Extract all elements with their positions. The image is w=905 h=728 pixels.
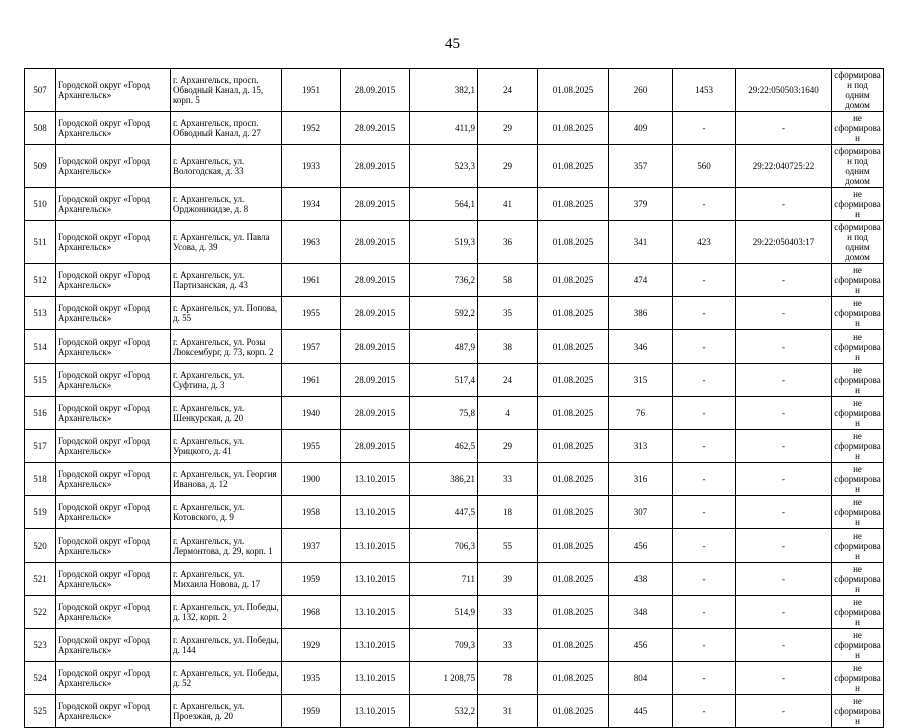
recognition-date-cell: 28.09.2015 <box>341 364 410 397</box>
land-norm-cell: 386 <box>609 297 673 330</box>
address-cell: г. Архангельск, ул. Вологодская, д. 33 <box>171 145 282 188</box>
table-row <box>25 264 884 297</box>
table-row <box>25 112 884 145</box>
year-cell: 1934 <box>282 188 341 221</box>
land-norm-cell: 341 <box>609 221 673 264</box>
housing-registry-table <box>24 68 884 728</box>
year-cell: 1958 <box>282 496 341 529</box>
land-status-cell: не сформирован <box>832 496 884 529</box>
deadline-cell: 01.08.2025 <box>538 496 609 529</box>
land-norm-cell: 260 <box>609 69 673 112</box>
cadastral-number-cell: - <box>736 563 832 596</box>
address-cell: г. Архангельск, ул. Шенкурская, д. 20 <box>171 397 282 430</box>
deadline-cell: 01.08.2025 <box>538 264 609 297</box>
municipality-cell: Городской округ «Город Архангельск» <box>56 188 171 221</box>
deadline-cell: 01.08.2025 <box>538 221 609 264</box>
land-status-cell: не сформирован <box>832 695 884 728</box>
deadline-cell: 01.08.2025 <box>538 297 609 330</box>
municipality-cell: Городской округ «Город Архангельск» <box>56 496 171 529</box>
address-cell: г. Архангельск, ул. Орджоникидзе, д. 8 <box>171 188 282 221</box>
row-number: 525 <box>25 695 56 728</box>
recognition-date-cell: 13.10.2015 <box>341 596 410 629</box>
municipality-cell: Городской округ «Город Архангельск» <box>56 430 171 463</box>
address-cell: г. Архангельск, ул. Победы, д. 144 <box>171 629 282 662</box>
row-number: 522 <box>25 596 56 629</box>
land-actual-cell: - <box>673 430 736 463</box>
area-cell: 487,9 <box>410 330 478 364</box>
recognition-date-cell: 28.09.2015 <box>341 330 410 364</box>
residents-cell: 29 <box>478 145 538 188</box>
recognition-date-cell: 13.10.2015 <box>341 662 410 695</box>
table-row <box>25 69 884 112</box>
cadastral-number-cell: - <box>736 297 832 330</box>
address-cell: г. Архангельск, ул. Котовского, д. 9 <box>171 496 282 529</box>
recognition-date-cell: 28.09.2015 <box>341 264 410 297</box>
table-row <box>25 188 884 221</box>
year-cell: 1968 <box>282 596 341 629</box>
residents-cell: 24 <box>478 364 538 397</box>
cadastral-number-cell: - <box>736 264 832 297</box>
row-number: 507 <box>25 69 56 112</box>
land-norm-cell: 804 <box>609 662 673 695</box>
address-cell: г. Архангельск, ул. Проезжая, д. 20 <box>171 695 282 728</box>
row-number: 510 <box>25 188 56 221</box>
year-cell: 1961 <box>282 364 341 397</box>
area-cell: 532,2 <box>410 695 478 728</box>
address-cell: г. Архангельск, ул. Георгия Иванова, д. 12 <box>171 463 282 496</box>
land-actual-cell: - <box>673 397 736 430</box>
residents-cell: 78 <box>478 662 538 695</box>
residents-cell: 4 <box>478 397 538 430</box>
land-status-cell: не сформирован <box>832 629 884 662</box>
residents-cell: 38 <box>478 330 538 364</box>
year-cell: 1929 <box>282 629 341 662</box>
land-norm-cell: 474 <box>609 264 673 297</box>
year-cell: 1940 <box>282 397 341 430</box>
land-actual-cell: - <box>673 529 736 563</box>
row-number: 521 <box>25 563 56 596</box>
deadline-cell: 01.08.2025 <box>538 596 609 629</box>
address-cell: г. Архангельск, ул. Партизанская, д. 43 <box>171 264 282 297</box>
land-actual-cell: - <box>673 563 736 596</box>
year-cell: 1933 <box>282 145 341 188</box>
land-norm-cell: 76 <box>609 397 673 430</box>
deadline-cell: 01.08.2025 <box>538 529 609 563</box>
cadastral-number-cell: - <box>736 112 832 145</box>
recognition-date-cell: 13.10.2015 <box>341 629 410 662</box>
year-cell: 1935 <box>282 662 341 695</box>
table-row <box>25 496 884 529</box>
land-status-cell: не сформирован <box>832 563 884 596</box>
address-cell: г. Архангельск, ул. Урицкого, д. 41 <box>171 430 282 463</box>
address-cell: г. Архангельск, ул. Суфтина, д. 3 <box>171 364 282 397</box>
land-status-cell: не сформирован <box>832 430 884 463</box>
land-status-cell: сформирован под одним домом <box>832 69 884 112</box>
residents-cell: 35 <box>478 297 538 330</box>
year-cell: 1900 <box>282 463 341 496</box>
area-cell: 564,1 <box>410 188 478 221</box>
residents-cell: 58 <box>478 264 538 297</box>
recognition-date-cell: 28.09.2015 <box>341 397 410 430</box>
row-number: 516 <box>25 397 56 430</box>
cadastral-number-cell: - <box>736 629 832 662</box>
area-cell: 709,3 <box>410 629 478 662</box>
residents-cell: 33 <box>478 629 538 662</box>
recognition-date-cell: 28.09.2015 <box>341 188 410 221</box>
address-cell: г. Архангельск, ул. Розы Люксембург, д. 73, корп. 2 <box>171 330 282 364</box>
municipality-cell: Городской округ «Город Архангельск» <box>56 629 171 662</box>
deadline-cell: 01.08.2025 <box>538 430 609 463</box>
area-cell: 523,3 <box>410 145 478 188</box>
land-norm-cell: 315 <box>609 364 673 397</box>
cadastral-number-cell: - <box>736 330 832 364</box>
area-cell: 514,9 <box>410 596 478 629</box>
recognition-date-cell: 28.09.2015 <box>341 221 410 264</box>
year-cell: 1955 <box>282 297 341 330</box>
land-actual-cell: - <box>673 297 736 330</box>
land-status-cell: не сформирован <box>832 264 884 297</box>
deadline-cell: 01.08.2025 <box>538 112 609 145</box>
land-actual-cell: - <box>673 264 736 297</box>
cadastral-number-cell: - <box>736 188 832 221</box>
year-cell: 1952 <box>282 112 341 145</box>
area-cell: 411,9 <box>410 112 478 145</box>
municipality-cell: Городской округ «Город Архангельск» <box>56 563 171 596</box>
area-cell: 711 <box>410 563 478 596</box>
deadline-cell: 01.08.2025 <box>538 188 609 221</box>
residents-cell: 29 <box>478 430 538 463</box>
residents-cell: 31 <box>478 695 538 728</box>
row-number: 511 <box>25 221 56 264</box>
land-actual-cell: - <box>673 112 736 145</box>
land-status-cell: не сформирован <box>832 662 884 695</box>
table-row <box>25 397 884 430</box>
area-cell: 519,3 <box>410 221 478 264</box>
cadastral-number-cell: - <box>736 364 832 397</box>
land-actual-cell: - <box>673 496 736 529</box>
municipality-cell: Городской округ «Город Архангельск» <box>56 364 171 397</box>
table-row <box>25 221 884 264</box>
cadastral-number-cell: - <box>736 496 832 529</box>
residents-cell: 24 <box>478 69 538 112</box>
year-cell: 1959 <box>282 695 341 728</box>
year-cell: 1951 <box>282 69 341 112</box>
residents-cell: 33 <box>478 596 538 629</box>
table-row <box>25 330 884 364</box>
land-norm-cell: 316 <box>609 463 673 496</box>
land-status-cell: не сформирован <box>832 297 884 330</box>
recognition-date-cell: 28.09.2015 <box>341 145 410 188</box>
land-status-cell: не сформирован <box>832 330 884 364</box>
municipality-cell: Городской округ «Город Архангельск» <box>56 145 171 188</box>
year-cell: 1957 <box>282 330 341 364</box>
year-cell: 1961 <box>282 264 341 297</box>
row-number: 509 <box>25 145 56 188</box>
area-cell: 75,8 <box>410 397 478 430</box>
land-norm-cell: 307 <box>609 496 673 529</box>
recognition-date-cell: 13.10.2015 <box>341 695 410 728</box>
land-norm-cell: 348 <box>609 596 673 629</box>
table-row <box>25 529 884 563</box>
land-norm-cell: 409 <box>609 112 673 145</box>
address-cell: г. Архангельск, ул. Победы, д. 132, корп. 2 <box>171 596 282 629</box>
deadline-cell: 01.08.2025 <box>538 662 609 695</box>
deadline-cell: 01.08.2025 <box>538 563 609 596</box>
land-norm-cell: 357 <box>609 145 673 188</box>
municipality-cell: Городской округ «Город Архангельск» <box>56 69 171 112</box>
land-status-cell: не сформирован <box>832 364 884 397</box>
land-actual-cell: - <box>673 188 736 221</box>
table-row <box>25 145 884 188</box>
row-number: 520 <box>25 529 56 563</box>
row-number: 519 <box>25 496 56 529</box>
land-status-cell: не сформирован <box>832 529 884 563</box>
municipality-cell: Городской округ «Город Архангельск» <box>56 297 171 330</box>
row-number: 512 <box>25 264 56 297</box>
recognition-date-cell: 28.09.2015 <box>341 297 410 330</box>
municipality-cell: Городской округ «Город Архангельск» <box>56 264 171 297</box>
row-number: 518 <box>25 463 56 496</box>
row-number: 513 <box>25 297 56 330</box>
land-status-cell: не сформирован <box>832 112 884 145</box>
area-cell: 706,3 <box>410 529 478 563</box>
table-row <box>25 297 884 330</box>
table-row <box>25 364 884 397</box>
row-number: 515 <box>25 364 56 397</box>
area-cell: 517,4 <box>410 364 478 397</box>
land-status-cell: не сформирован <box>832 188 884 221</box>
municipality-cell: Городской округ «Город Архангельск» <box>56 596 171 629</box>
cadastral-number-cell: - <box>736 529 832 563</box>
deadline-cell: 01.08.2025 <box>538 69 609 112</box>
land-actual-cell: - <box>673 364 736 397</box>
row-number: 523 <box>25 629 56 662</box>
land-norm-cell: 438 <box>609 563 673 596</box>
table-row <box>25 463 884 496</box>
cadastral-number-cell: - <box>736 695 832 728</box>
area-cell: 1 208,75 <box>410 662 478 695</box>
table-row <box>25 596 884 629</box>
land-status-cell: сформирован под одним домом <box>832 145 884 188</box>
deadline-cell: 01.08.2025 <box>538 629 609 662</box>
land-actual-cell: 560 <box>673 145 736 188</box>
address-cell: г. Архангельск, ул. Михаила Новова, д. 17 <box>171 563 282 596</box>
residents-cell: 29 <box>478 112 538 145</box>
municipality-cell: Городской округ «Город Архангельск» <box>56 463 171 496</box>
recognition-date-cell: 13.10.2015 <box>341 496 410 529</box>
municipality-cell: Городской округ «Город Архангельск» <box>56 112 171 145</box>
cadastral-number-cell: - <box>736 430 832 463</box>
address-cell: г. Архангельск, просп. Обводный Канал, д. 15, корп. 5 <box>171 69 282 112</box>
deadline-cell: 01.08.2025 <box>538 397 609 430</box>
area-cell: 382,1 <box>410 69 478 112</box>
cadastral-number-cell: 29:22:050403:17 <box>736 221 832 264</box>
land-actual-cell: - <box>673 463 736 496</box>
land-actual-cell: - <box>673 596 736 629</box>
residents-cell: 36 <box>478 221 538 264</box>
municipality-cell: Городской округ «Город Архангельск» <box>56 397 171 430</box>
address-cell: г. Архангельск, ул. Победы, д. 52 <box>171 662 282 695</box>
municipality-cell: Городской округ «Город Архангельск» <box>56 221 171 264</box>
land-status-cell: не сформирован <box>832 463 884 496</box>
deadline-cell: 01.08.2025 <box>538 364 609 397</box>
recognition-date-cell: 13.10.2015 <box>341 529 410 563</box>
address-cell: г. Архангельск, ул. Павла Усова, д. 39 <box>171 221 282 264</box>
residents-cell: 41 <box>478 188 538 221</box>
row-number: 517 <box>25 430 56 463</box>
recognition-date-cell: 13.10.2015 <box>341 563 410 596</box>
table-row <box>25 695 884 728</box>
area-cell: 447,5 <box>410 496 478 529</box>
cadastral-number-cell: - <box>736 397 832 430</box>
area-cell: 386,21 <box>410 463 478 496</box>
land-status-cell: не сформирован <box>832 397 884 430</box>
deadline-cell: 01.08.2025 <box>538 695 609 728</box>
recognition-date-cell: 28.09.2015 <box>341 69 410 112</box>
residents-cell: 55 <box>478 529 538 563</box>
land-actual-cell: 1453 <box>673 69 736 112</box>
land-norm-cell: 456 <box>609 529 673 563</box>
land-actual-cell: - <box>673 695 736 728</box>
land-status-cell: не сформирован <box>832 596 884 629</box>
municipality-cell: Городской округ «Город Архангельск» <box>56 330 171 364</box>
residents-cell: 33 <box>478 463 538 496</box>
area-cell: 462,5 <box>410 430 478 463</box>
row-number: 514 <box>25 330 56 364</box>
deadline-cell: 01.08.2025 <box>538 463 609 496</box>
cadastral-number-cell: - <box>736 662 832 695</box>
address-cell: г. Архангельск, ул. Лермонтова, д. 29, корп. 1 <box>171 529 282 563</box>
cadastral-number-cell: - <box>736 596 832 629</box>
row-number: 524 <box>25 662 56 695</box>
land-norm-cell: 445 <box>609 695 673 728</box>
table-row <box>25 563 884 596</box>
address-cell: г. Архангельск, ул. Попова, д. 55 <box>171 297 282 330</box>
land-norm-cell: 346 <box>609 330 673 364</box>
cadastral-number-cell: - <box>736 463 832 496</box>
cadastral-number-cell: 29:22:040725:22 <box>736 145 832 188</box>
residents-cell: 18 <box>478 496 538 529</box>
year-cell: 1963 <box>282 221 341 264</box>
row-number: 508 <box>25 112 56 145</box>
area-cell: 592,2 <box>410 297 478 330</box>
land-status-cell: сформирован под одним домом <box>832 221 884 264</box>
land-norm-cell: 456 <box>609 629 673 662</box>
land-actual-cell: 423 <box>673 221 736 264</box>
deadline-cell: 01.08.2025 <box>538 145 609 188</box>
municipality-cell: Городской округ «Город Архангельск» <box>56 529 171 563</box>
table-row <box>25 662 884 695</box>
table-row <box>25 430 884 463</box>
municipality-cell: Городской округ «Город Архангельск» <box>56 662 171 695</box>
land-actual-cell: - <box>673 629 736 662</box>
land-norm-cell: 313 <box>609 430 673 463</box>
table-body <box>25 69 884 728</box>
land-actual-cell: - <box>673 662 736 695</box>
recognition-date-cell: 28.09.2015 <box>341 430 410 463</box>
residents-cell: 39 <box>478 563 538 596</box>
land-actual-cell: - <box>673 330 736 364</box>
deadline-cell: 01.08.2025 <box>538 330 609 364</box>
municipality-cell: Городской округ «Город Архангельск» <box>56 695 171 728</box>
recognition-date-cell: 13.10.2015 <box>341 463 410 496</box>
address-cell: г. Архангельск, просп. Обводный Канал, д. 27 <box>171 112 282 145</box>
year-cell: 1959 <box>282 563 341 596</box>
recognition-date-cell: 28.09.2015 <box>341 112 410 145</box>
cadastral-number-cell: 29:22:050503:1640 <box>736 69 832 112</box>
land-norm-cell: 379 <box>609 188 673 221</box>
area-cell: 736,2 <box>410 264 478 297</box>
year-cell: 1937 <box>282 529 341 563</box>
table-row <box>25 629 884 662</box>
year-cell: 1955 <box>282 430 341 463</box>
page-number: 45 <box>445 36 460 52</box>
